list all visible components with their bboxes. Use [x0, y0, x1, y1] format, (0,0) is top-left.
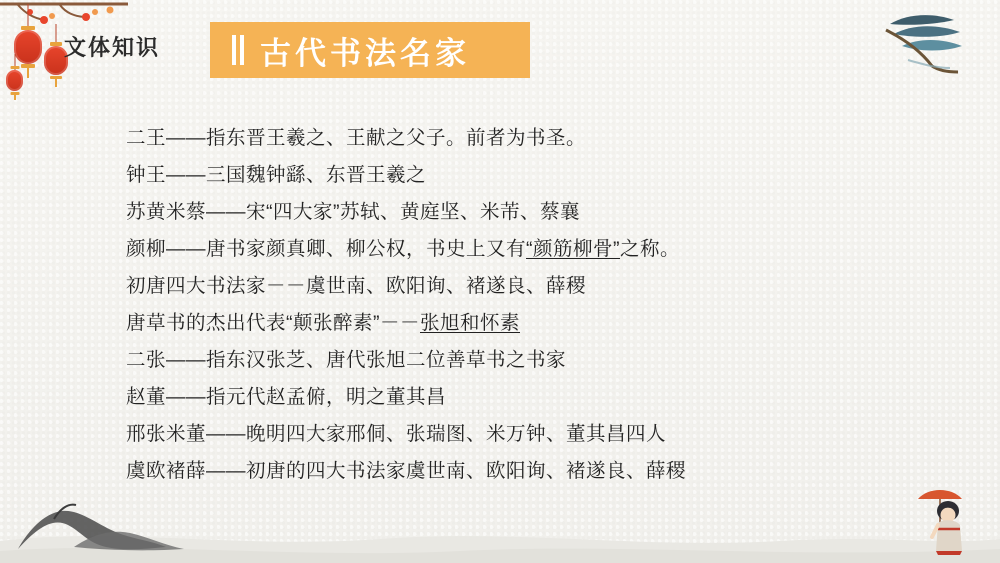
list-item-text-underlined: “颜筋柳骨”	[526, 238, 621, 260]
list-item	[126, 231, 926, 268]
list-item-text-underlined: 张旭和怀素	[420, 312, 521, 334]
title-banner	[210, 22, 530, 78]
list-item: 虞欧褚薛——初唐的四大书法家虞世南、欧阳询、褚遂良、薛稷	[126, 460, 687, 482]
page-title: 古代书法名家	[260, 35, 470, 71]
list-item-text-before: 唐草书的杰出代表“颠张醉素”－－	[126, 312, 420, 334]
list-item: 邢张米董——晚明四大家邢侗、张瑞图、米万钟、董其昌四人	[126, 423, 667, 445]
list-item: 钟王——三国魏钟繇、东晋王羲之	[126, 164, 427, 186]
list-item: 二张——指东汉张芝、唐代张旭二位善草书之书家	[126, 349, 567, 371]
ink-mountain-icon	[14, 499, 194, 555]
lantern-icon	[14, 30, 42, 64]
girl-with-umbrella-icon	[908, 479, 978, 559]
double-bar-icon	[232, 35, 244, 65]
content-list	[126, 120, 926, 490]
lantern-icon	[6, 70, 23, 91]
list-item-text-before: 颜柳——唐书家颜真卿、柳公权，书史上又有	[126, 238, 527, 260]
list-item: 赵董——指元代赵孟俯，明之董其昌	[126, 386, 447, 408]
list-item-text-after: 之称。	[620, 238, 681, 260]
list-item: 二王——指东晋王羲之、王献之父子。前者为书圣。	[126, 127, 587, 149]
pine-tree-icon	[872, 8, 982, 86]
section-tag: 文体知识	[64, 35, 161, 60]
list-item: 苏黄米蔡——宋“四大家”苏轼、黄庭坚、米芾、蔡襄	[126, 201, 580, 223]
list-item	[126, 305, 926, 342]
list-item: 初唐四大书法家－－虞世南、欧阳询、褚遂良、薛稷	[126, 275, 587, 297]
